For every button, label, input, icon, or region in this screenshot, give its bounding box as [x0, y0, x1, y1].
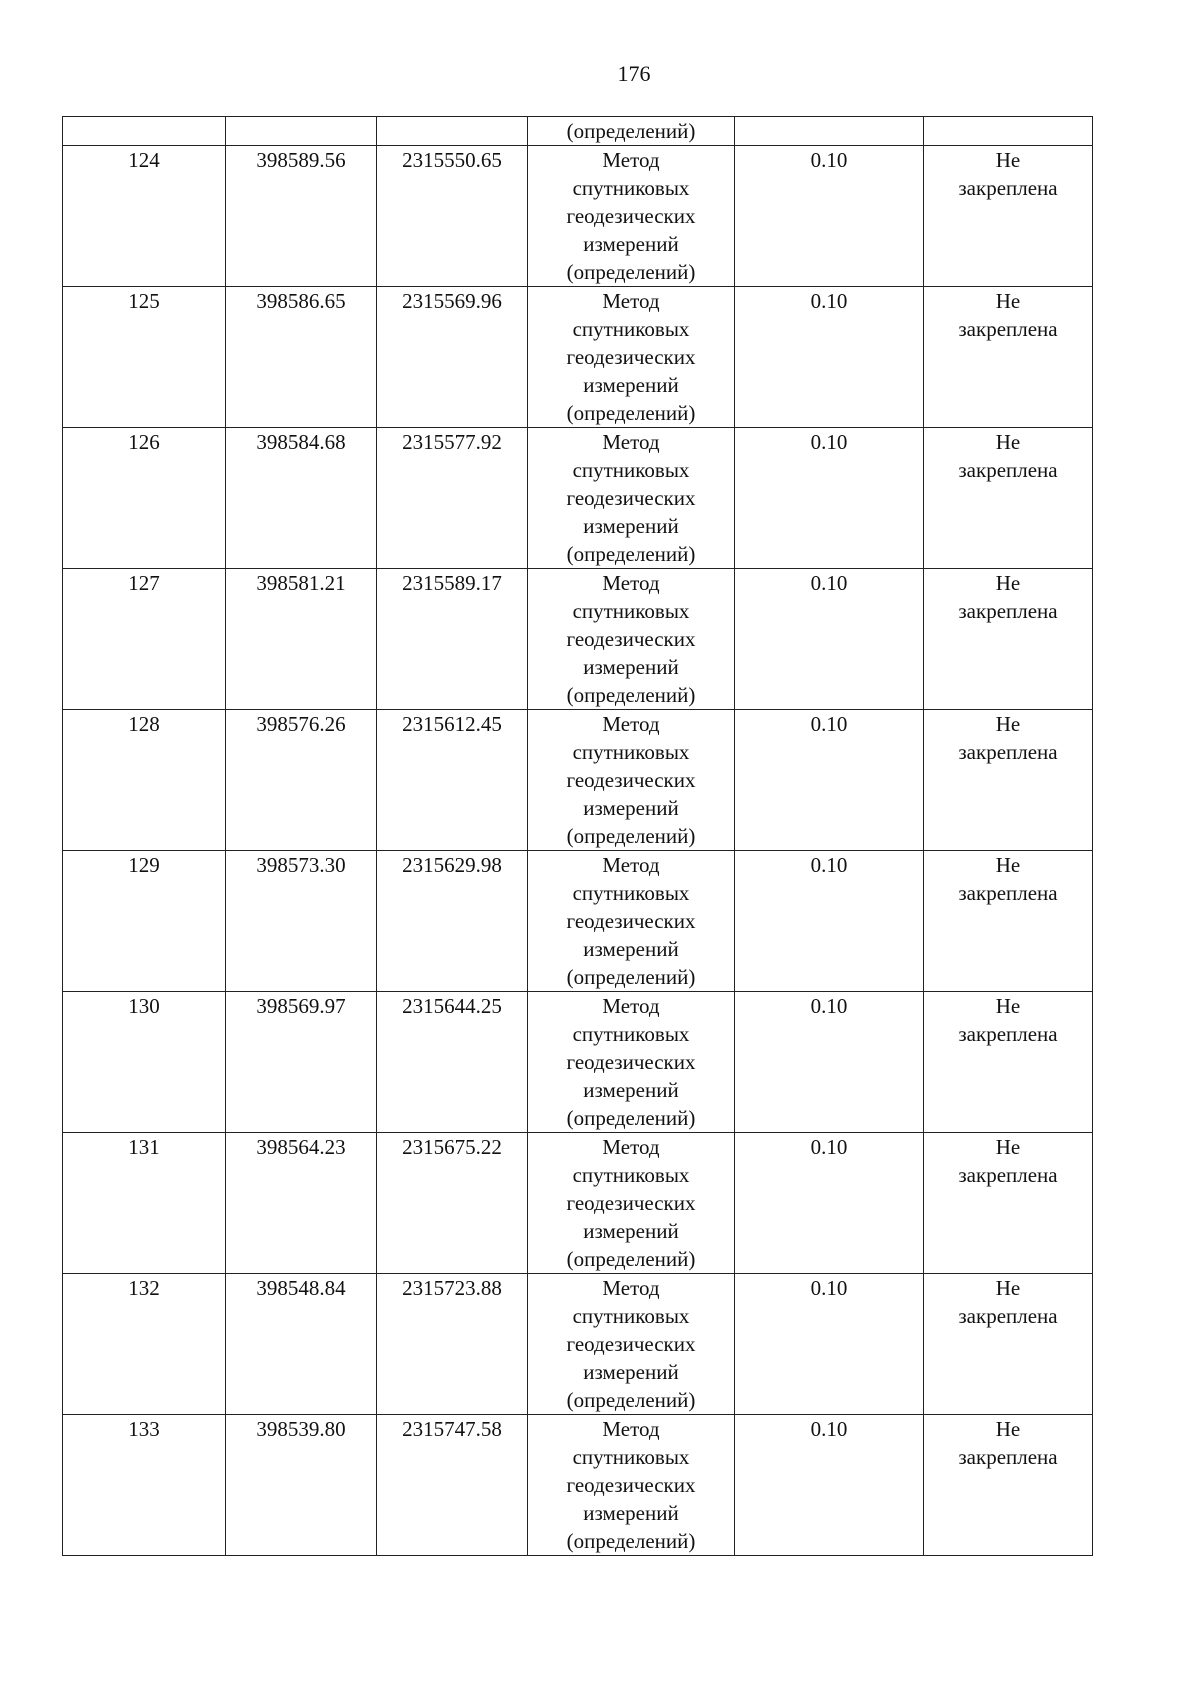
x-coordinate-cell: 398589.56	[226, 146, 377, 287]
precision-cell: 0.10	[735, 992, 924, 1133]
table-row	[63, 851, 1093, 992]
method-line: Метод	[602, 1276, 660, 1300]
precision-cell: 0.10	[735, 146, 924, 287]
method-line: геодезических	[566, 909, 696, 933]
fixation-line: Не	[995, 1135, 1021, 1159]
method-line: измерений	[583, 1501, 679, 1525]
x-coordinate-cell: 398564.23	[226, 1133, 377, 1274]
method-line: геодезических	[566, 486, 696, 510]
fixation-line: Не	[995, 994, 1021, 1018]
method-line: геодезических	[566, 204, 696, 228]
table-row	[63, 428, 1093, 569]
method-line: Метод	[602, 430, 660, 454]
point-cell: 127	[63, 569, 226, 710]
method-line: (определений)	[566, 542, 696, 566]
fixation-cell	[924, 992, 1093, 1133]
table-row	[63, 146, 1093, 287]
table-row	[63, 710, 1093, 851]
y-coordinate-cell	[377, 117, 528, 146]
method-line: спутниковых	[572, 1163, 690, 1187]
fixation-line: закреплена	[958, 176, 1058, 200]
method-line: Метод	[602, 1135, 660, 1159]
precision-cell: 0.10	[735, 569, 924, 710]
y-coordinate-cell: 2315577.92	[377, 428, 528, 569]
method-line: (определений)	[566, 1529, 696, 1553]
x-coordinate-cell: 398584.68	[226, 428, 377, 569]
y-coordinate-cell: 2315550.65	[377, 146, 528, 287]
method-line: (определений)	[566, 401, 696, 425]
table-row	[63, 287, 1093, 428]
x-coordinate-cell	[226, 117, 377, 146]
fixation-line: закреплена	[958, 1304, 1058, 1328]
table-row	[63, 1133, 1093, 1274]
method-cell	[528, 1415, 735, 1556]
method-line: геодезических	[566, 1191, 696, 1215]
fixation-cell	[924, 1415, 1093, 1556]
fixation-line: закреплена	[958, 458, 1058, 482]
method-line: (определений)	[566, 965, 696, 989]
method-cell	[528, 1274, 735, 1415]
table-row	[63, 1274, 1093, 1415]
method-line: измерений	[583, 232, 679, 256]
fixation-line: Не	[995, 430, 1021, 454]
method-line: спутниковых	[572, 176, 690, 200]
precision-cell: 0.10	[735, 851, 924, 992]
method-cell	[528, 710, 735, 851]
point-cell: 133	[63, 1415, 226, 1556]
fixation-cell	[924, 428, 1093, 569]
fixation-cell	[924, 287, 1093, 428]
method-line: Метод	[602, 853, 660, 877]
table-row	[63, 569, 1093, 710]
method-line: геодезических	[566, 1473, 696, 1497]
continuation-row	[63, 117, 1093, 146]
fixation-cell	[924, 117, 1093, 146]
fixation-line: Не	[995, 853, 1021, 877]
method-cell	[528, 851, 735, 992]
precision-cell: 0.10	[735, 1274, 924, 1415]
y-coordinate-cell: 2315747.58	[377, 1415, 528, 1556]
y-coordinate-cell: 2315629.98	[377, 851, 528, 992]
method-line: геодезических	[566, 627, 696, 651]
method-line: измерений	[583, 373, 679, 397]
point-cell: 126	[63, 428, 226, 569]
method-line: геодезических	[566, 345, 696, 369]
point-cell: 129	[63, 851, 226, 992]
coordinates-table	[62, 116, 1093, 1556]
fixation-line: Не	[995, 571, 1021, 595]
precision-cell	[735, 117, 924, 146]
method-cell	[528, 428, 735, 569]
fixation-line: Не	[995, 1276, 1021, 1300]
method-line: Метод	[602, 1417, 660, 1441]
method-cell	[528, 992, 735, 1133]
method-line: (определений)	[566, 260, 696, 284]
fixation-line: Не	[995, 289, 1021, 313]
fixation-cell	[924, 1274, 1093, 1415]
precision-cell: 0.10	[735, 1415, 924, 1556]
method-line: (определений)	[566, 1106, 696, 1130]
point-cell: 124	[63, 146, 226, 287]
method-line: Метод	[602, 994, 660, 1018]
method-cell: (определений)	[528, 117, 735, 146]
table-row	[63, 992, 1093, 1133]
fixation-cell	[924, 851, 1093, 992]
method-line: спутниковых	[572, 317, 690, 341]
fixation-line: закреплена	[958, 1163, 1058, 1187]
method-cell	[528, 287, 735, 428]
y-coordinate-cell: 2315569.96	[377, 287, 528, 428]
method-line: измерений	[583, 937, 679, 961]
fixation-line: закреплена	[958, 317, 1058, 341]
table-body	[63, 117, 1093, 1556]
fixation-cell	[924, 146, 1093, 287]
method-line: измерений	[583, 1360, 679, 1384]
x-coordinate-cell: 398548.84	[226, 1274, 377, 1415]
method-line: измерений	[583, 796, 679, 820]
method-line: (определений)	[566, 1388, 696, 1412]
point-cell: 131	[63, 1133, 226, 1274]
x-coordinate-cell: 398576.26	[226, 710, 377, 851]
fixation-line: закреплена	[958, 881, 1058, 905]
method-line: измерений	[583, 1078, 679, 1102]
method-line: Метод	[602, 148, 660, 172]
method-line: измерений	[583, 1219, 679, 1243]
table-row	[63, 1415, 1093, 1556]
precision-cell: 0.10	[735, 1133, 924, 1274]
y-coordinate-cell: 2315644.25	[377, 992, 528, 1133]
y-coordinate-cell: 2315612.45	[377, 710, 528, 851]
method-line: спутниковых	[572, 599, 690, 623]
method-line: (определений)	[566, 683, 696, 707]
fixation-line: Не	[995, 148, 1021, 172]
coordinates-table-wrapper	[62, 116, 1092, 1556]
fixation-line: закреплена	[958, 1022, 1058, 1046]
x-coordinate-cell: 398586.65	[226, 287, 377, 428]
point-cell: 130	[63, 992, 226, 1133]
method-line: геодезических	[566, 1332, 696, 1356]
method-cell	[528, 569, 735, 710]
x-coordinate-cell: 398539.80	[226, 1415, 377, 1556]
method-line: измерений	[583, 514, 679, 538]
precision-cell: 0.10	[735, 428, 924, 569]
method-line: спутниковых	[572, 1445, 690, 1469]
y-coordinate-cell: 2315675.22	[377, 1133, 528, 1274]
x-coordinate-cell: 398573.30	[226, 851, 377, 992]
method-line: геодезических	[566, 768, 696, 792]
fixation-cell	[924, 569, 1093, 710]
method-cell	[528, 1133, 735, 1274]
method-line: Метод	[602, 289, 660, 313]
method-line: спутниковых	[572, 458, 690, 482]
method-line: геодезических	[566, 1050, 696, 1074]
method-line: (определений)	[566, 1247, 696, 1271]
fixation-line: закреплена	[958, 740, 1058, 764]
point-cell	[63, 117, 226, 146]
fixation-cell	[924, 1133, 1093, 1274]
x-coordinate-cell: 398569.97	[226, 992, 377, 1133]
method-cell	[528, 146, 735, 287]
method-line: Метод	[602, 712, 660, 736]
x-coordinate-cell: 398581.21	[226, 569, 377, 710]
point-cell: 125	[63, 287, 226, 428]
point-cell: 128	[63, 710, 226, 851]
page-number: 176	[617, 61, 651, 86]
y-coordinate-cell: 2315723.88	[377, 1274, 528, 1415]
precision-cell: 0.10	[735, 710, 924, 851]
precision-cell: 0.10	[735, 287, 924, 428]
y-coordinate-cell: 2315589.17	[377, 569, 528, 710]
fixation-line: Не	[995, 712, 1021, 736]
fixation-line: Не	[995, 1417, 1021, 1441]
method-line: (определений)	[566, 824, 696, 848]
fixation-line: закреплена	[958, 1445, 1058, 1469]
method-line: спутниковых	[572, 1022, 690, 1046]
fixation-cell	[924, 710, 1093, 851]
method-line: измерений	[583, 655, 679, 679]
method-line: спутниковых	[572, 1304, 690, 1328]
method-line: спутниковых	[572, 881, 690, 905]
fixation-line: закреплена	[958, 599, 1058, 623]
method-line: Метод	[602, 571, 660, 595]
point-cell: 132	[63, 1274, 226, 1415]
method-line: спутниковых	[572, 740, 690, 764]
